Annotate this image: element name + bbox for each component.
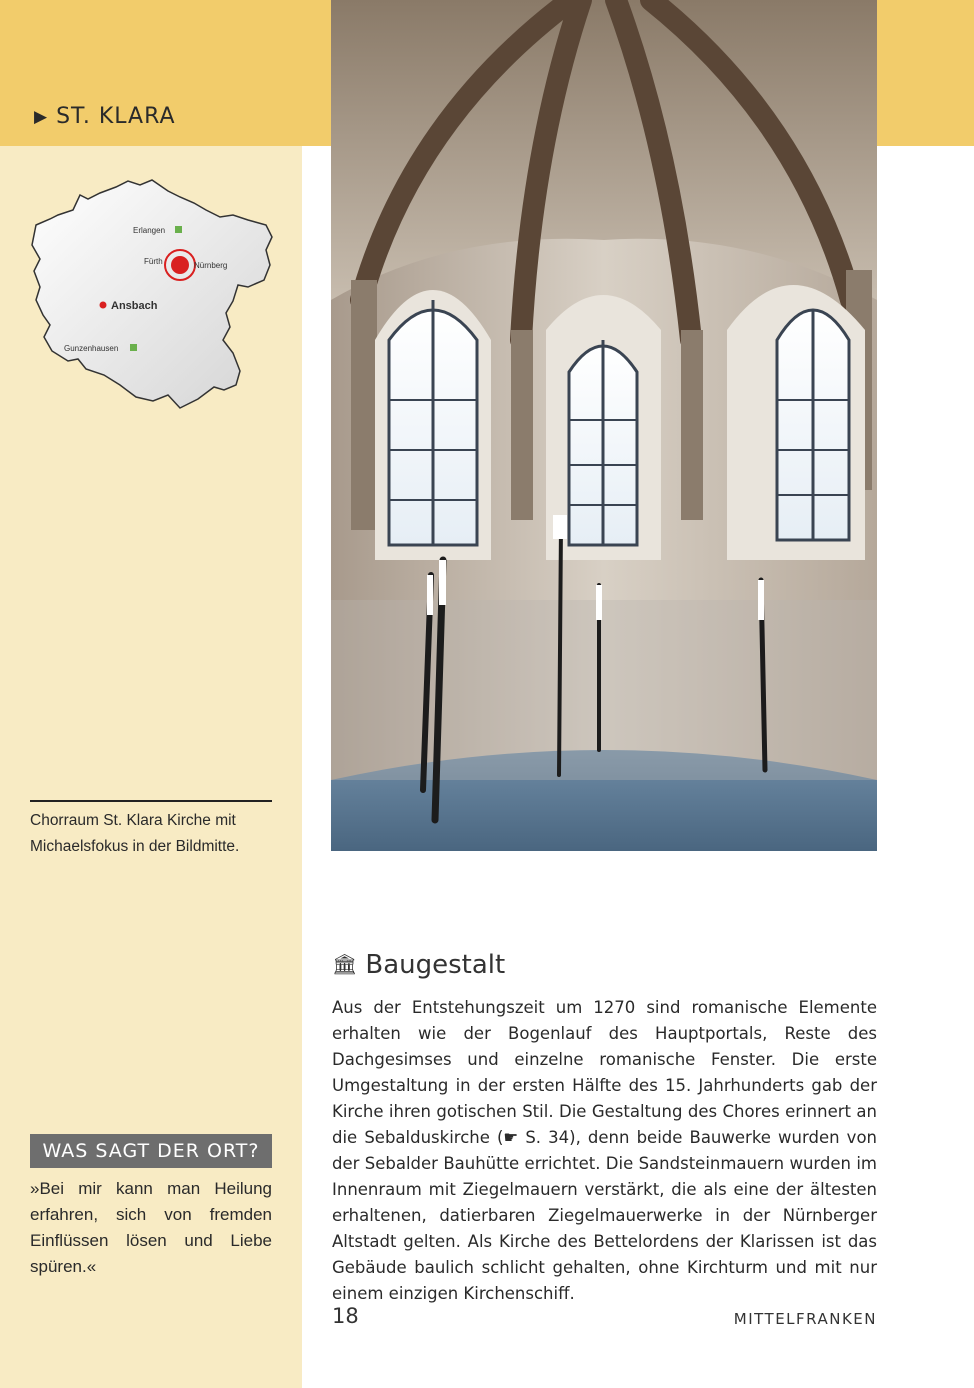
caption-rule xyxy=(30,800,272,802)
section-title xyxy=(332,950,505,980)
section-title-text: Baugestalt xyxy=(365,950,506,980)
gunzenhausen-marker xyxy=(130,344,137,351)
section-heading xyxy=(34,104,176,129)
nuernberg-marker xyxy=(171,256,189,274)
body-text: Aus der Entstehungszeit um 1270 sind romanische Elemente erhalten wie der Bogenlauf des Hauptportals, Reste des Dachgesimses und einzelne romanische Fenster. Die erste Umgestaltung in der ersten Hälfte des 15. Jahrhunderts gab der Kirche ihren gotischen Stil. Die Gestaltung des Chores erinnert an die Sebalduskirche (☛ S. 34), denn beide Bauwerke wurden von der Sebalder Bauhütte errichtet. Die Sandsteinmauern wurden im Innenraum mit Ziegelmauern verstärkt, die als eine der ältesten erhaltenen, datierbaren Ziegelmauerwerke in der Nürnberger Altstadt gelten. Als Kirche des Bettelordens der Klarissen ist das Gebäude baulich schlicht gehalten, ohne Kirchturm und mit nur einem einzigen Kirchenschiff. xyxy=(332,998,877,1303)
ansbach-marker xyxy=(100,302,107,309)
map-label-nuernberg: Nürnberg xyxy=(194,261,228,270)
erlangen-marker xyxy=(175,226,182,233)
building-icon: 🏛 xyxy=(332,952,358,976)
church-interior-photo xyxy=(331,0,877,851)
triangle-right-icon: ▶ xyxy=(34,107,49,127)
region-map xyxy=(28,175,278,410)
window-right xyxy=(727,285,865,560)
page-number: 18 xyxy=(332,1304,359,1328)
quote-text: »Bei mir kann man Heilung erfahren, sich von fremden Einflüssen lösen und Liebe spüren.« xyxy=(30,1179,272,1276)
window-left xyxy=(375,290,491,560)
map-label-erlangen: Erlangen xyxy=(133,226,166,235)
region-outline xyxy=(32,180,272,408)
region-label: MITTELFRANKEN xyxy=(733,1310,877,1328)
map-label-ansbach: Ansbach xyxy=(111,300,158,312)
photo-caption: Chorraum St. Klara Kirche mit Michaelsfokus in der Bildmitte. xyxy=(30,812,240,855)
map-label-fuerth: Fürth xyxy=(144,257,163,266)
quote-box-title: WAS SAGT DER ORT? xyxy=(30,1134,272,1168)
section-heading-text: ST. KLARA xyxy=(56,104,176,129)
map-label-gunzenhausen: Gunzenhausen xyxy=(64,344,119,353)
